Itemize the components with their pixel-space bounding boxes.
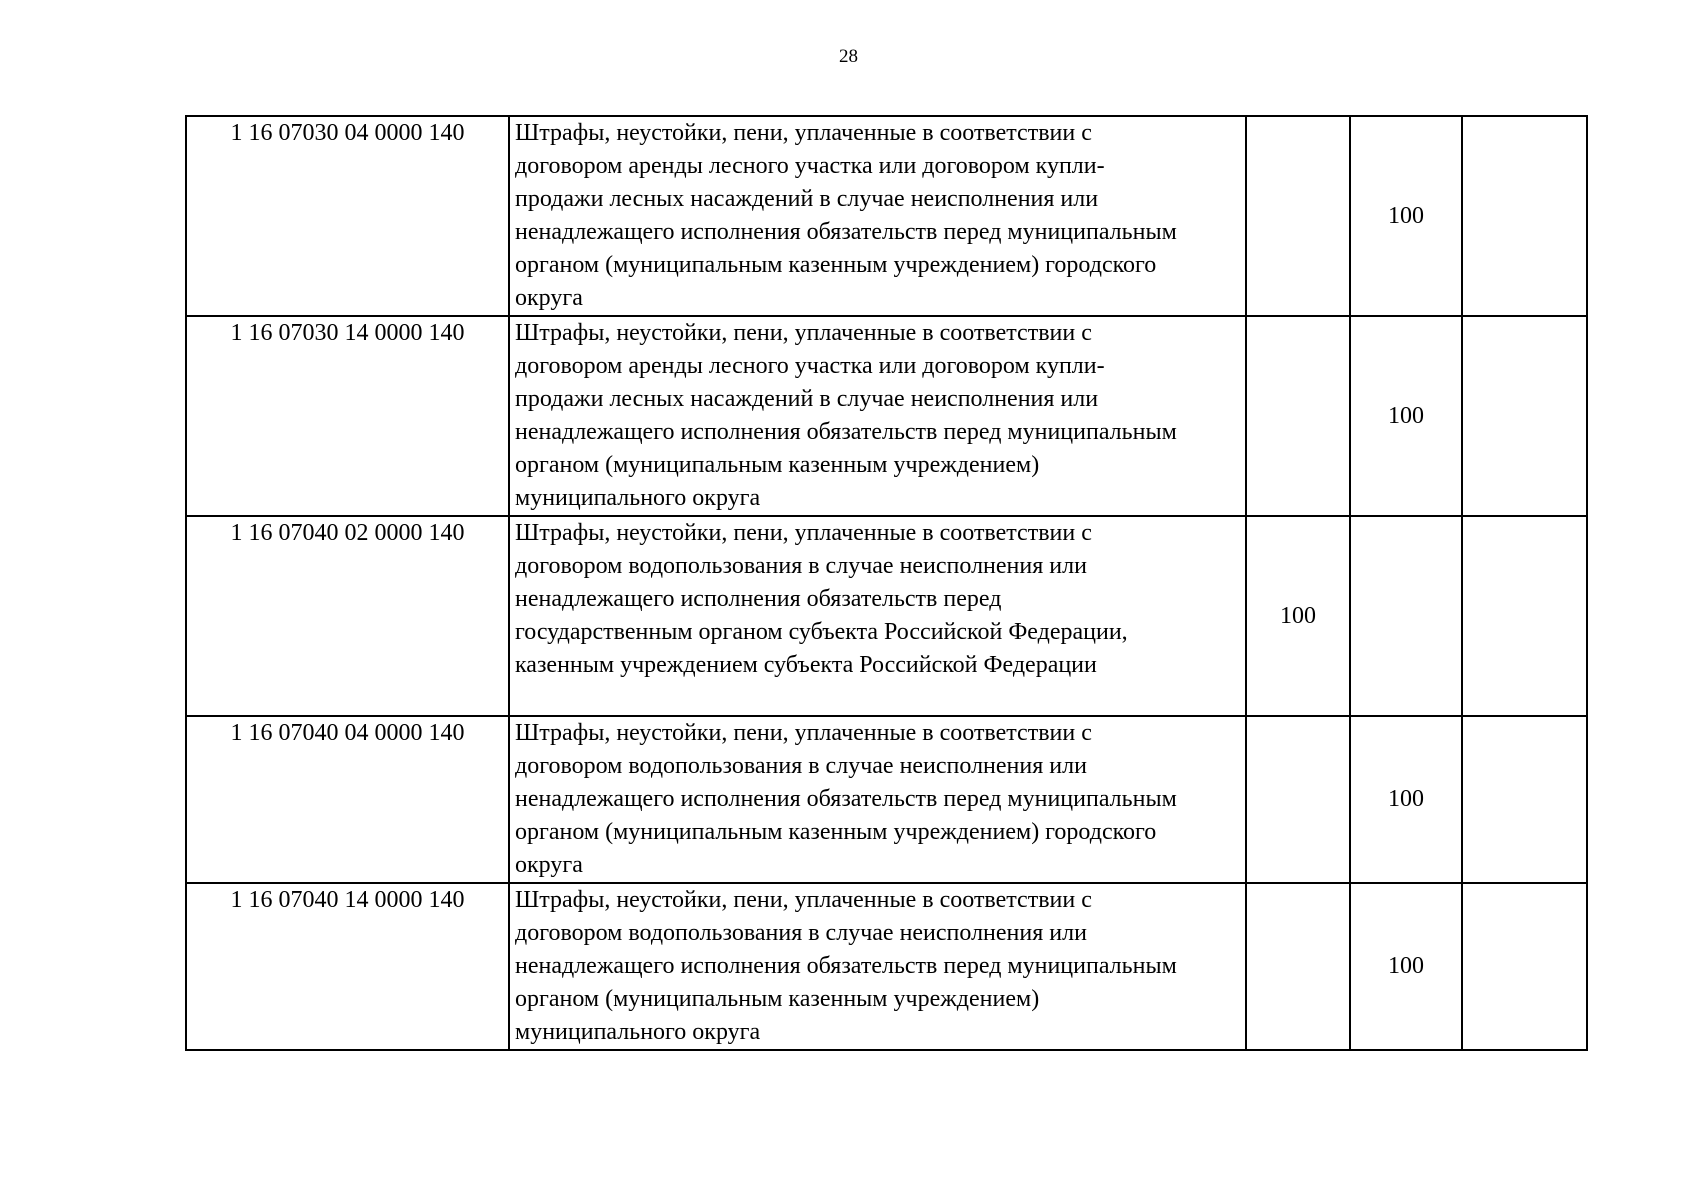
normative-col3: 100: [1246, 516, 1350, 716]
budget-code: 1 16 07030 04 0000 140: [186, 116, 509, 316]
description-line: договором водопользования в случае неисполнения или: [515, 553, 1087, 579]
normative-col5: [1462, 716, 1587, 883]
revenue-description: [509, 516, 1246, 716]
description-line: органом (муниципальным казенным учреждением): [515, 986, 1040, 1012]
budget-code: 1 16 07040 04 0000 140: [186, 716, 509, 883]
description-line: договором аренды лесного участка или договором купли-: [515, 153, 1105, 179]
table-row: [186, 116, 1587, 316]
description-line: органом (муниципальным казенным учреждением): [515, 452, 1040, 478]
budget-code: 1 16 07040 14 0000 140: [186, 883, 509, 1050]
table-row: [186, 516, 1587, 716]
description-line: округа: [515, 852, 583, 878]
description-line: договором аренды лесного участка или договором купли-: [515, 353, 1105, 379]
description-line: органом (муниципальным казенным учреждением) городского: [515, 252, 1157, 278]
description-line: ненадлежащего исполнения обязательств перед муниципальным: [515, 219, 1177, 245]
normative-col3: [1246, 883, 1350, 1050]
normative-col3: [1246, 316, 1350, 516]
normative-col4: 100: [1350, 316, 1462, 516]
normative-col5: [1462, 883, 1587, 1050]
table-row: [186, 883, 1587, 1050]
revenue-description: [509, 316, 1246, 516]
description-line: договором водопользования в случае неисполнения или: [515, 920, 1087, 946]
description-line: продажи лесных насаждений в случае неисполнения или: [515, 386, 1099, 412]
description-line: муниципального округа: [515, 485, 761, 511]
description-line: ненадлежащего исполнения обязательств перед муниципальным: [515, 953, 1177, 979]
budget-code: 1 16 07040 02 0000 140: [186, 516, 509, 716]
description-line: ненадлежащего исполнения обязательств перед муниципальным: [515, 786, 1177, 812]
normative-col5: [1462, 116, 1587, 316]
description-line: казенным учреждением субъекта Российской Федерации: [515, 652, 1097, 678]
description-line: Штрафы, неустойки, пени, уплаченные в соответствии с: [515, 320, 1092, 346]
normative-col4: 100: [1350, 883, 1462, 1050]
description-line: Штрафы, неустойки, пени, уплаченные в соответствии с: [515, 887, 1092, 913]
description-line: ненадлежащего исполнения обязательств перед: [515, 586, 1002, 612]
normative-col5: [1462, 316, 1587, 516]
description-line: государственным органом субъекта Российской Федерации,: [515, 619, 1128, 645]
revenue-description: [509, 883, 1246, 1050]
description-line: ненадлежащего исполнения обязательств перед муниципальным: [515, 419, 1177, 445]
description-line: органом (муниципальным казенным учреждением) городского: [515, 819, 1157, 845]
description-line: договором водопользования в случае неисполнения или: [515, 753, 1087, 779]
description-line: округа: [515, 285, 583, 311]
normative-col4: [1350, 516, 1462, 716]
revenue-description: [509, 716, 1246, 883]
normative-col3: [1246, 116, 1350, 316]
normative-col3: [1246, 716, 1350, 883]
revenue-table: [185, 115, 1588, 1051]
budget-code: 1 16 07030 14 0000 140: [186, 316, 509, 516]
normative-col5: [1462, 516, 1587, 716]
description-line: Штрафы, неустойки, пени, уплаченные в соответствии с: [515, 720, 1092, 746]
page-number: 28: [839, 46, 858, 67]
description-line: продажи лесных насаждений в случае неисполнения или: [515, 186, 1099, 212]
table-row: [186, 716, 1587, 883]
description-line: муниципального округа: [515, 1019, 761, 1045]
table-row: [186, 316, 1587, 516]
description-line: Штрафы, неустойки, пени, уплаченные в соответствии с: [515, 520, 1092, 546]
normative-col4: 100: [1350, 116, 1462, 316]
revenue-description: [509, 116, 1246, 316]
description-line: Штрафы, неустойки, пени, уплаченные в соответствии с: [515, 120, 1092, 146]
normative-col4: 100: [1350, 716, 1462, 883]
